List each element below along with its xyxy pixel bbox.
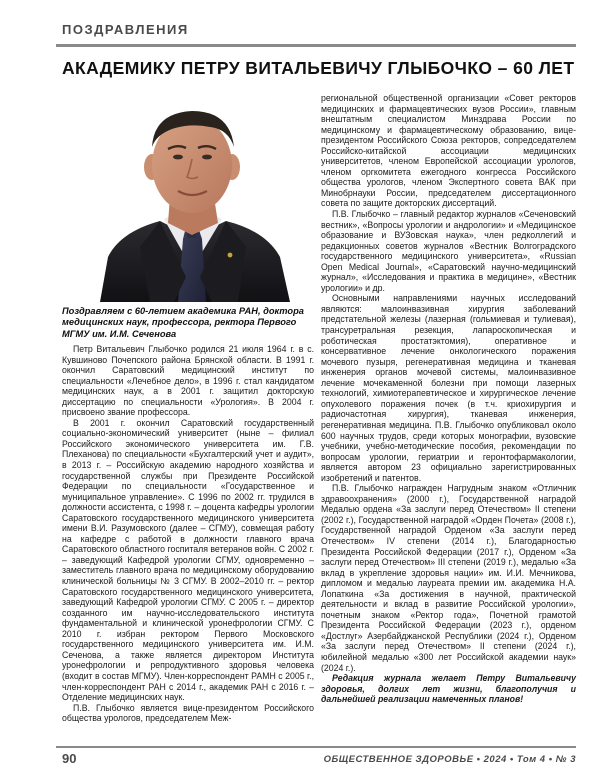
page-number: 90 <box>62 751 77 766</box>
section-divider <box>56 44 576 47</box>
section-label: ПОЗДРАВЛЕНИЯ <box>62 22 189 37</box>
paragraph: В 2001 г. окончил Саратовский государственный социально-экономический университет (ныне – филиал Российского экономического университета им. Г.В. Плеханова) по специальности «Бухгалтерский учет и аудит», в 2013 г. – Российскую академию народного хозяйства и государственной службы при Президенте Российской Федерации по специальности «Государственное и муниципальное управление». С 1996 по 2002 гг. трудился в должности ассистента, с 1998 г. – доцента кафедры урологии Саратовского государственного медицинского университета имени В.И. Разумовского (далее – СГМУ), совмещая работу на кафедре с работой в должности главного врача Саратовского областного госпиталя ветеранов войн. С 2002 г. – заведующий Кафедрой урологии СГМУ, одновременно – заместитель главного врача по медицинскому оборудованию клинической больницы № 3 СГМУ. В 2002–2010 гг. – ректор Саратовского государственного медицинского университета, заведующий Кафедрой урологии СГМУ. С 2005 г. – директор созданного им научно-исследовательского института фундаментальной и клинической уронефрологии СГМУ. С 2010 г. избран ректором Первого Московского государственного медицинского университета им. И.М. Сеченова, а также является директором Института уронефрологии и репродуктивного здоровья человека (входит в состав МГМУ). Член-корреспондент РАМН с 2005 г., член-корреспондент РАН с 2014 г., академик РАН с 2016 г. – Отделение медицинских наук. <box>62 417 314 703</box>
closing-wishes: Редакция журнала желает Петру Витальевичу здоровья, долгих лет жизни, благополучия и дальнейшей реализации намеченных планов! <box>321 673 576 705</box>
section-header <box>56 20 576 40</box>
article-title: АКАДЕМИКУ ПЕТРУ ВИТАЛЬЕВИЧУ ГЛЫБОЧКО – 60 ЛЕТ <box>62 58 575 78</box>
paragraph: Петр Витальевич Глыбочко родился 21 июля 1964 г. в с. Кувшиново Почепского района Брянской области. В 1991 г. окончил Саратовский медицинский институт по специальности «Лечебное дело», в 1996 г. стал кандидатом медицинских наук, а в 2001 г. защитил докторскую диссертацию по специальности «Урология». В 2004 г. присвоено звание профессора. <box>62 344 314 418</box>
paragraph: П.В. Глыбочко – главный редактор журналов «Сеченовский вестник», «Вопросы урологии и андрологии» и «Медицинское образование и ВУЗовская наука», член редколлегий и редакционных советов журналов «Вестник Волгоградского государственного медицинского университета», «Russian Open Medical Journal», «Саратовский научно-медицинский журнал», «Исследования и практика в медицине», «Вестник урологии» и др. <box>321 209 576 293</box>
photo-caption: Поздравляем с 60-летием академика РАН, доктора медицинских наук, профессора, ректора Первого МГМУ им. И.М. Сеченова <box>62 306 304 339</box>
article-column-right <box>321 93 576 705</box>
paragraph: Основными направлениями научных исследований являются: малоинвазивная хирургия заболеваний предстательной железы (лазерная (гольмиевая и тулиевая), трансуретральная резекция, лапароскопическая и роботическая простатэктомия), оперативное и консервативное лечение онкологического поражения мочевого пузыря, регенеративная медицина и тканевая инженерия органов мочевой системы, малоинвазивное лечение мочекаменной болезни при помощи лазерных технологий, химиотерапевтическое и хирургическое лечение опухолевого поражения почек (в т.ч. криохирургия и радиочастотная хирургия), тканевая инженерия, регенеративная медицина. П.В. Глыбочко опубликовал около 600 научных трудов, среди которых монографии, вузовские учебники, учебно-методические пособия, рекомендации по вопросам урологии, гериатрии и геронтофармакологии, является автором 23 официально зарегистрированных изобретений и патентов. <box>321 293 576 483</box>
paragraph: П.В. Глыбочко награжден Нагрудным знаком «Отличник здравоохранения» (2000 г.), Государственной наградой Медалью ордена «За заслуги перед Отечеством» II степени (2002 г.), Государственной наградой «Орден Почета» (2008 г.), Государственной наградой Орденом «За заслуги перед Отечеством» IV степени (2014 г.), Благодарностью Президента Российской Федерации (2017 г.), Орденом «За заслуги перед Отечеством» III степени (2019 г.), медалью «За вклад в укрепление здоровья нации» им. И.И. Мечникова, дипломом и медалью лауреата премии им. академика Н.А. Лопаткина «За достижения в научной, практической деятельности и вклад в развитие Российской урологии», почетным знаком «Ректор года», Почетной грамотой Президента Российской Федерации (2023 г.), орденом «Достлуг» Азербайджанской Республики (2024 г.), Орденом «За заслуги перед Отечеством» II степени (2024 г.), юбилейной медалью «300 лет Российской академии наук» (2024 г.). <box>321 483 576 673</box>
article-column-left <box>62 344 314 724</box>
footer-divider <box>56 746 576 748</box>
paragraph: П.В. Глыбочко является вице-президентом Российского общества урологов, председателем Меж- <box>62 702 314 724</box>
portrait-photo <box>90 97 295 302</box>
paragraph: региональной общественной организации «Совет ректоров медицинских и фармацевтических вузов России», главным внештатным специалистом Минздрава России по медицинскому и фармацевтическому образованию, вице-президентом Российского Союза ректоров, сопредседателем Российско-китайской ассоциации медицинских университетов, членом Европейской ассоциации урологов, членом оргкомитета ежегодного конгресса Российского общества урологов, членом Экспертного совета ВАК при Минобрнауки России, председателем диссертационного совета по защите докторских диссертаций. <box>321 93 576 209</box>
journal-info: ОБЩЕСТВЕННОЕ ЗДОРОВЬЕ • 2024 • Том 4 • № 3 <box>323 754 576 765</box>
